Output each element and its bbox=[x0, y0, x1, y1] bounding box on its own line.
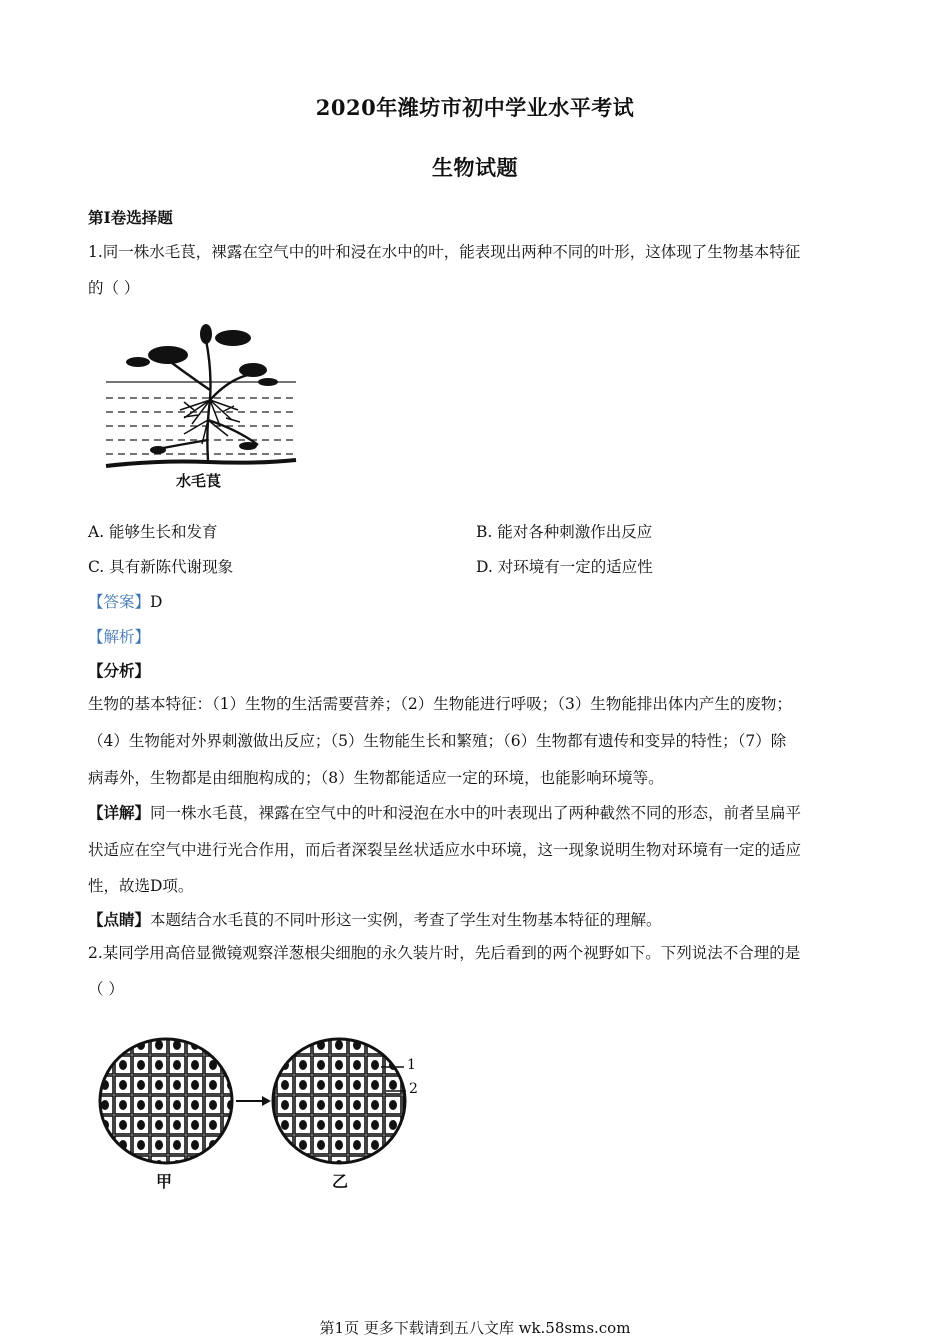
q1-option-a: A. 能够生长和发育 bbox=[88, 523, 218, 541]
detail-line: 性，故选D项。 bbox=[88, 877, 194, 895]
q1-option-d: D. 对环境有一定的适应性 bbox=[476, 558, 653, 576]
detail-text: 同一株水毛茛，裸露在空气中的叶和浸泡在水中的叶表现出了两种截然不同的形态，前者呈扁平 bbox=[150, 804, 802, 822]
figure-label-left: 甲 bbox=[156, 1172, 173, 1191]
analysis-line: （4）生物能对外界刺激做出反应；（5）生物能生长和繁殖；（6）生物都有遗传和变异的特性；（7）除 bbox=[88, 732, 787, 750]
analysis-line: 病毒外，生物都是由细胞构成的；（8）生物都能适应一定的环境，也能影响环境等。 bbox=[88, 769, 664, 787]
section-label: 第Ⅰ卷选择题 bbox=[88, 208, 173, 227]
q1-option-c: C. 具有新陈代谢现象 bbox=[88, 558, 234, 576]
q2-stem-line1: 2.某同学用高倍显微镜观察洋葱根尖细胞的永久装片时，先后看到的两个视野如下。下列说法不合理的是 bbox=[88, 944, 801, 962]
comment-paragraph bbox=[88, 908, 662, 930]
microscope-fields-illustration bbox=[96, 1035, 436, 1195]
detail-paragraph-line1 bbox=[88, 801, 801, 823]
water-buttercup-figure bbox=[98, 320, 303, 492]
exam-subtitle: 生物试题 bbox=[432, 155, 518, 180]
exam-title: 2020年潍坊市初中学业水平考试 bbox=[315, 95, 635, 120]
comment-text: 本题结合水毛茛的不同叶形这一实例，考查了学生对生物基本特征的理解。 bbox=[150, 911, 662, 929]
fenxi-tag: 【分析】 bbox=[88, 661, 151, 680]
microscope-figure bbox=[96, 1035, 436, 1195]
water-buttercup-illustration bbox=[98, 320, 303, 492]
q1-answer bbox=[88, 590, 162, 612]
figure-caption: 水毛茛 bbox=[176, 472, 222, 490]
analysis-tag: 【解析】 bbox=[88, 628, 151, 646]
page-footer: 第1页 更多下载请到五八文库 wk.58sms.com bbox=[319, 1319, 631, 1337]
detail-line: 状适应在空气中进行光合作用，而后者深裂呈丝状适应水中环境，这一现象说明生物对环境有一定的适应 bbox=[88, 841, 802, 859]
q1-stem-line1: 1.同一株水毛茛，裸露在空气中的叶和浸在水中的叶，能表现出两种不同的叶形，这体现了生物基本特征 bbox=[88, 243, 801, 261]
comment-tag: 【点睛】 bbox=[88, 910, 151, 929]
q1-option-b: B. 能对各种刺激作出反应 bbox=[476, 523, 653, 541]
answer-value: D bbox=[150, 593, 163, 611]
detail-tag: 【详解】 bbox=[88, 803, 151, 822]
q2-stem-line2: （ ） bbox=[88, 980, 124, 998]
q1-stem-line2: 的（ ） bbox=[88, 279, 140, 297]
pointer-label-1: 1 bbox=[407, 1057, 416, 1073]
figure-label-right: 乙 bbox=[332, 1172, 349, 1191]
analysis-line: 生物的基本特征：（1）生物的生活需要营养；（2）生物能进行呼吸；（3）生物能排出体内产生的废物； bbox=[88, 695, 792, 713]
answer-tag: 【答案】 bbox=[88, 593, 151, 611]
pointer-label-2: 2 bbox=[409, 1081, 418, 1097]
